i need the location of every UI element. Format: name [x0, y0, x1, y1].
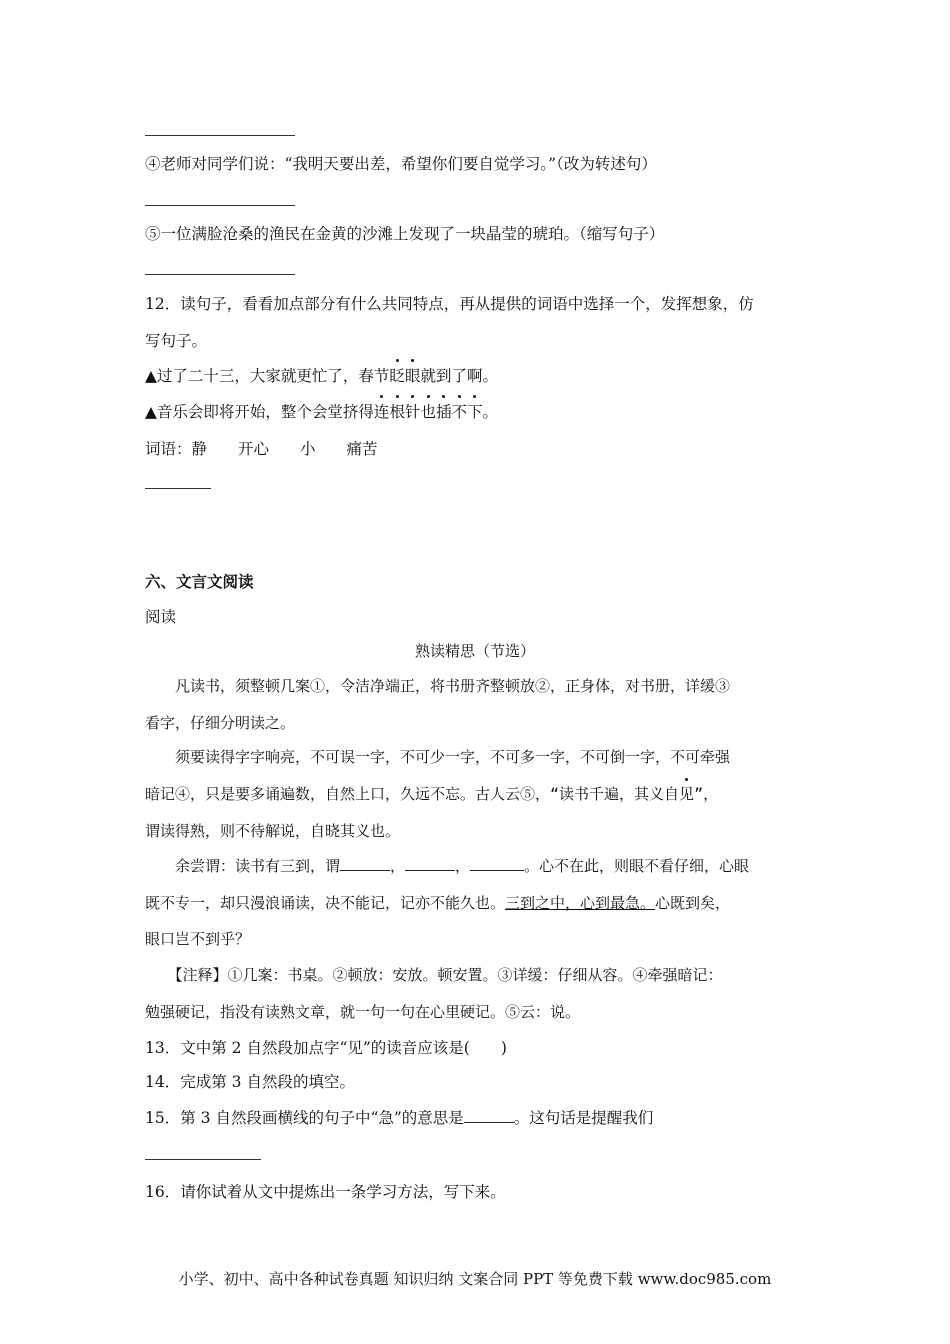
passage-p2-line2-pre: 暗记④，只是要多诵遍数，自然上口，久远不忘。古人云⑤，“读书千遍，其义自: [145, 785, 680, 803]
q15-pre: 15．第 3 自然段画横线的句子中“急”的意思是: [145, 1109, 464, 1127]
q12-sentence1: [145, 364, 498, 386]
q11-item4: ④老师对同学们说：“我明天要出差，希望你们要自觉学习。”（改为转述句）: [145, 155, 657, 173]
comma: ，: [455, 857, 471, 875]
passage-p1-line2: 看字，仔细分明读之。: [145, 714, 296, 732]
q12-s1-dotted: [389, 367, 420, 385]
q13: 13．文中第 2 自然段加点字“见”的读音应该是( ): [145, 1039, 507, 1057]
answer-blank[interactable]: [145, 488, 211, 489]
q12-prompt-line2: 写句子。: [145, 332, 208, 350]
q16: 16．请你试着从文中提炼出一条学习方法，写下来。: [145, 1183, 506, 1201]
underlined-sentence: 三到之中，心到最急。: [505, 894, 656, 912]
fill-blank-2[interactable]: [405, 856, 455, 871]
dotted-char: 插: [436, 400, 452, 422]
q12-s2-post: 。: [482, 403, 499, 421]
answer-blank[interactable]: [145, 1159, 261, 1160]
comma: ，: [390, 857, 406, 875]
dotted-char: 根: [389, 400, 405, 422]
passage-p2-line2-post: ”，: [694, 785, 719, 803]
q12-s1-post: 就到了啊。: [420, 367, 498, 385]
q15-blank[interactable]: [464, 1108, 514, 1123]
fill-blank-3[interactable]: [470, 856, 524, 871]
passage-p3-line1-post: 。心不在此，则眼不看仔细，心眼: [524, 857, 750, 875]
dotted-char-jian: 见: [679, 785, 695, 803]
q12-sentence2: [145, 400, 498, 422]
q12-word-list: 词语：静 开心 小 痛苦: [145, 440, 378, 458]
dotted-char: 眼: [405, 364, 421, 386]
dotted-char: 连: [374, 400, 390, 422]
q15: [145, 1106, 653, 1128]
passage-p2-line2: [145, 783, 718, 804]
dotted-char: 也: [420, 400, 436, 422]
footer-text: 小学、初中、高中各种试卷真题 知识归纳 文案合同 PPT 等免费下载 www.doc985.com: [178, 1270, 772, 1288]
passage-p3-line2-pre: 既不专一，却只漫浪诵读，决不能记，记亦不能久也。: [145, 894, 506, 912]
passage-p3-line2: [145, 892, 730, 913]
dotted-char: 不: [452, 400, 468, 422]
answer-blank[interactable]: [145, 205, 295, 206]
annotation-line1: 【注释】①几案：书桌。②顿放：安放。顿安置。③详缓：仔细从容。④牵强暗记：: [145, 966, 723, 984]
passage-p3-line1: [145, 855, 749, 876]
passage-p3-line3: 眼口岂不到乎？: [145, 930, 251, 948]
annotation-line2: 勉强硬记，指没有读熟文章，就一句一句在心里硬记。⑤云：说。: [145, 1003, 581, 1021]
dotted-char: 眨: [389, 364, 405, 386]
dotted-char: 针: [405, 400, 421, 422]
q12-s2-pre: ▲音乐会即将开始，整个会堂挤得: [145, 403, 374, 421]
dotted-char: 下: [467, 400, 483, 422]
section-intro: 阅读: [145, 608, 177, 626]
passage-p3-line2-post: 心既到矣，: [655, 894, 731, 912]
passage-p1-line1: 凡读书，须整顿几案①，令洁净端正，将书册齐整顿放②，正身体，对书册，详缓③: [145, 677, 731, 695]
passage-p2-line3: 谓读得熟，则不待解说，自晓其义也。: [145, 822, 401, 840]
q11-item5: ⑤一位满脸沧桑的渔民在金黄的沙滩上发现了一块晶莹的琥珀。（缩写句子）: [145, 225, 665, 243]
q12-s1-pre: ▲过了二十三，大家就更忙了，春节: [145, 367, 390, 385]
passage-p3-line1-pre: 余尝谓：读书有三到，谓: [145, 857, 341, 875]
q12-prompt-line1: 12．读句子，看看加点部分有什么共同特点，再从提供的词语中选择一个，发挥想象，仿: [145, 295, 754, 313]
answer-blank[interactable]: [145, 135, 295, 136]
q15-post: 。这句话是提醒我们: [513, 1109, 654, 1127]
fill-blank-1[interactable]: [340, 856, 390, 871]
q14: 14．完成第 3 自然段的填空。: [145, 1073, 355, 1091]
passage-title: 熟读精思（节选）: [414, 642, 535, 660]
passage-p2-line1: 须要读得字字响亮，不可误一字，不可少一字，不可多一字，不可倒一字，不可牵强: [145, 748, 731, 766]
section-title: 六、文言文阅读: [145, 573, 254, 591]
answer-blank[interactable]: [145, 274, 295, 275]
q12-s2-dotted: [374, 403, 483, 421]
